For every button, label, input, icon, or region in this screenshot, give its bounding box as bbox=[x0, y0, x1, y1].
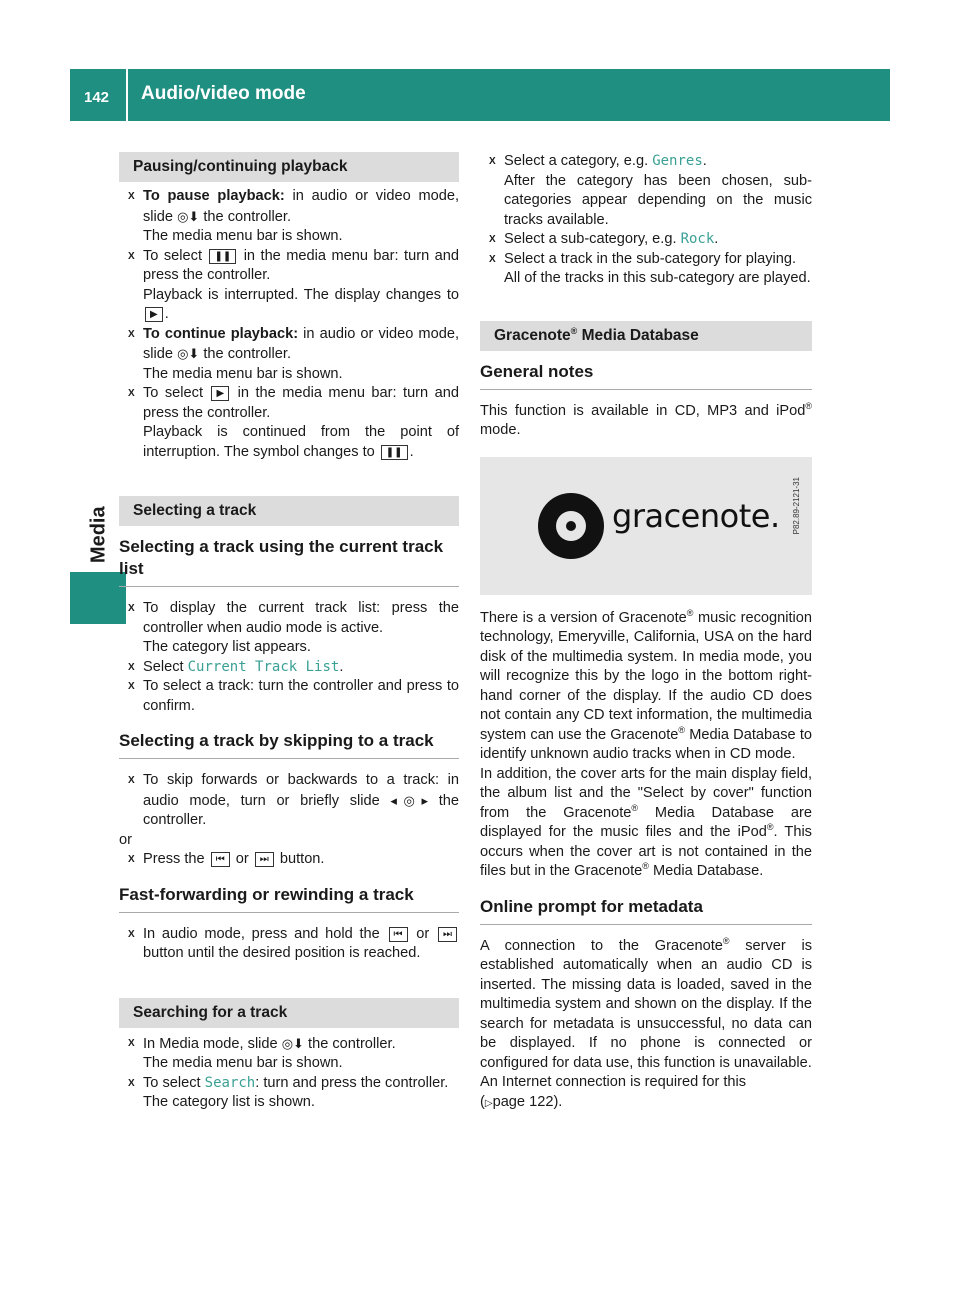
play-icon: ▶ bbox=[211, 386, 229, 401]
step-text: or bbox=[409, 925, 436, 942]
or-text: or bbox=[119, 831, 132, 848]
side-tab bbox=[74, 500, 124, 570]
step-pause bbox=[119, 187, 459, 247]
registered-mark: ® bbox=[570, 325, 578, 336]
section-heading-gracenote bbox=[480, 321, 812, 351]
step-continue bbox=[119, 325, 459, 385]
step-select-track bbox=[119, 677, 459, 716]
step-arrow-icon: X bbox=[128, 681, 135, 692]
step-arrow-icon: X bbox=[128, 328, 135, 340]
page-number: 142 bbox=[84, 89, 110, 106]
step-text: Select a sub-category, e.g. bbox=[504, 231, 681, 247]
paragraph-internet bbox=[480, 1073, 812, 1113]
step-text: in the media menu bar: turn and press the controller. bbox=[143, 385, 459, 421]
menu-keyword: Search bbox=[204, 1074, 256, 1091]
step-arrow-icon: X bbox=[128, 775, 135, 786]
section-heading-searching: Searching for a track bbox=[119, 998, 459, 1028]
step-text: button. bbox=[275, 851, 325, 867]
step-arrow-icon: X bbox=[489, 253, 496, 265]
heading-text: Media Database bbox=[577, 326, 699, 344]
step-arrow-icon: X bbox=[128, 928, 135, 940]
header-divider bbox=[126, 69, 128, 121]
paragraph-text: music recognition technology, Emeryville, California, USA on the hard disk of the multimedia system. In media mode, you will recognize this by the logo in the bottom right-hand corner of the display. If the audio CD does not contain any CD text information, the multimedia system can use the Gracenote bbox=[480, 609, 812, 743]
controller-slide-lr-icon: ◂◎▸ bbox=[390, 792, 429, 808]
step-text: or bbox=[231, 851, 253, 867]
step-select-category: X Select a category, e.g. Genres. After the category has been chosen, sub-categories appear depending on the music tracks available. bbox=[489, 153, 812, 228]
registered-mark: ® bbox=[642, 861, 649, 871]
subheading-fast-forward: Fast-forwarding or rewinding a track bbox=[119, 884, 459, 913]
paragraph-text: There is a version of Gracenote bbox=[480, 609, 687, 626]
next-icon: ⏭ bbox=[438, 927, 457, 942]
intro-paragraph bbox=[480, 402, 812, 441]
step-arrow-icon: X bbox=[128, 388, 135, 399]
paragraph-text: Media Database are displayed for the music files and the iPod bbox=[480, 804, 812, 840]
paragraph-text: Media Database. bbox=[648, 863, 764, 879]
paragraph-text: This function is available in CD, MP3 and iPod bbox=[480, 402, 806, 419]
registered-mark: ® bbox=[678, 724, 686, 735]
registered-mark: ® bbox=[686, 607, 694, 618]
step-text: To skip forwards or backwards to a track: in audio mode, turn or briefly slide bbox=[143, 772, 459, 809]
step-arrow-icon: X bbox=[128, 854, 135, 865]
paragraph-text: A connection to the Gracenote bbox=[480, 937, 723, 954]
step-select-search bbox=[119, 1074, 459, 1113]
step-text: In audio mode, press and hold the bbox=[143, 925, 387, 942]
subheading-current-list: Selecting a track using the current track list bbox=[119, 536, 459, 587]
pause-icon: ❚❚ bbox=[209, 249, 236, 264]
paragraph-text: Media Database to identify unknown audio tracks when in CD mode. bbox=[480, 726, 812, 762]
paragraph-text: ( bbox=[480, 1093, 485, 1110]
paragraph-version bbox=[480, 609, 812, 765]
subheading-skipping: Selecting a track by skipping to a track bbox=[119, 730, 459, 759]
registered-mark: ® bbox=[805, 400, 812, 411]
previous-icon: ⏮ bbox=[211, 852, 230, 867]
step-arrow-icon: X bbox=[128, 1077, 135, 1089]
menu-keyword: Current Track List bbox=[187, 658, 340, 675]
step-text: To select a track: turn the controller and press to confirm. bbox=[143, 678, 459, 714]
step-select-pause: X To select ❚❚ in the media menu bar: turn and press the controller. Playback is interrupted. The display changes to ▶ . bbox=[128, 247, 459, 322]
paragraph-connection bbox=[480, 937, 812, 1074]
step-arrow-icon: X bbox=[489, 156, 496, 167]
gracenote-wordmark: gracenote. bbox=[612, 496, 780, 535]
step-text: To select bbox=[143, 385, 210, 401]
subheading-general-notes: General notes bbox=[480, 361, 812, 390]
step-text: To select bbox=[143, 1074, 205, 1091]
next-icon: ⏭ bbox=[255, 852, 274, 867]
step-result: The media menu bar is shown. bbox=[143, 228, 343, 244]
controller-slide-down-icon: ◎⬇ bbox=[177, 208, 200, 224]
step-result: Playback is interrupted. The display changes to bbox=[143, 286, 459, 303]
step-arrow-icon: X bbox=[128, 1037, 135, 1049]
step-text: Press the bbox=[143, 851, 209, 867]
subheading-online-prompt: Online prompt for metadata bbox=[480, 896, 812, 925]
step-text: button until the desired position is reached. bbox=[143, 945, 421, 961]
step-result: The category list appears. bbox=[143, 639, 311, 655]
gracenote-logo-image bbox=[480, 457, 812, 595]
step-text: in the media menu bar: turn and press the controller. bbox=[143, 247, 459, 283]
step-text: To select bbox=[143, 247, 208, 264]
step-select-current: X Select Current Track List. bbox=[119, 658, 459, 678]
step-arrow-icon: X bbox=[128, 603, 135, 614]
right-column bbox=[480, 152, 812, 1113]
step-result: The media menu bar is shown. bbox=[143, 365, 343, 382]
step-text: the controller. bbox=[199, 346, 291, 362]
menu-keyword: Rock bbox=[680, 231, 715, 247]
step-bold: To continue playback: bbox=[143, 325, 299, 342]
paragraph-text: In addition, the cover arts for the main display field, the album list and the "Select by cover" function from the Gracenote bbox=[480, 765, 812, 821]
step-press-buttons bbox=[119, 850, 459, 870]
side-tab-label: Media bbox=[87, 506, 110, 564]
step-arrow-icon: X bbox=[489, 234, 496, 245]
page-title: Audio/video mode bbox=[141, 83, 306, 104]
step-result: All of the tracks in this sub-category are played. bbox=[504, 270, 811, 286]
heading-text: Gracenote bbox=[494, 326, 571, 344]
step-select-play: X To select ▶ in the media menu bar: turn and press the controller. Playback is continued from the point of interruption. The symbol changes to ❚❚ . bbox=[128, 385, 459, 460]
step-display-list bbox=[119, 599, 459, 658]
paragraph-text: mode. bbox=[480, 422, 521, 438]
step-text: In Media mode, slide bbox=[143, 1035, 282, 1052]
paragraph-text: An Internet connection is required for this bbox=[480, 1074, 747, 1090]
step-media-slide bbox=[119, 1034, 459, 1074]
page-reference-arrow-icon: ▷ bbox=[484, 1097, 493, 1109]
registered-mark: ® bbox=[631, 802, 639, 813]
step-text: in audio or video mode, slide bbox=[143, 325, 459, 362]
registered-mark: ® bbox=[722, 935, 730, 946]
previous-icon: ⏮ bbox=[389, 927, 408, 942]
section-heading-pausing: Pausing/continuing playback bbox=[119, 152, 459, 182]
paragraph-text: server is established automatically when an audio CD is inserted. The missing data is loaded, saved in the multimedia system and shown on the display. If the search for metadata is unsuccessful, no data can be displayed. If no phone is connected or configured for data use, this function is unavailable. bbox=[480, 937, 812, 1071]
section-heading-selecting: Selecting a track bbox=[119, 496, 459, 526]
step-text: To display the current track list: press the controller when audio mode is active. bbox=[143, 600, 459, 636]
pause-icon: ❚❚ bbox=[381, 445, 408, 460]
step-skip bbox=[119, 771, 459, 831]
gracenote-disc-icon bbox=[538, 493, 604, 559]
step-hold bbox=[119, 925, 459, 964]
paragraph-cover-art bbox=[480, 765, 812, 882]
registered-mark: ® bbox=[766, 822, 774, 832]
side-tab-marker bbox=[70, 572, 126, 624]
step-text: the controller. bbox=[199, 208, 291, 225]
step-arrow-icon: X bbox=[128, 250, 135, 262]
step-result: Playback is continued from the point of interruption. The symbol changes to bbox=[143, 424, 459, 460]
page-reference-link[interactable]: page 122). bbox=[492, 1093, 563, 1110]
step-bold: To pause playback: bbox=[143, 188, 285, 204]
step-text: in audio or video mode, slide bbox=[143, 188, 460, 225]
step-result: The category list is shown. bbox=[143, 1094, 315, 1110]
play-icon: ▶ bbox=[145, 307, 163, 322]
step-arrow-icon: X bbox=[128, 191, 135, 202]
step-text: Select a category, e.g. bbox=[504, 153, 653, 169]
step-text: Select bbox=[143, 658, 188, 675]
step-text: Select a track in the sub-category for playing. bbox=[504, 250, 797, 267]
step-result: The media menu bar is shown. bbox=[143, 1055, 343, 1071]
step-text: the controller. bbox=[143, 792, 459, 828]
step-result: After the category has been chosen, sub-categories appear depending on the music tracks available. bbox=[504, 172, 812, 228]
controller-slide-down-icon: ◎⬇ bbox=[281, 1035, 304, 1051]
step-select-track-sub bbox=[480, 250, 812, 289]
left-column bbox=[119, 152, 459, 1113]
step-arrow-icon: X bbox=[128, 661, 135, 673]
paragraph-text: . This occurs when the cover art is not contained in the files but in the Gracenote bbox=[480, 824, 812, 879]
menu-keyword: Genres bbox=[652, 153, 703, 169]
image-code: P82.89-2121-31 bbox=[791, 476, 801, 534]
step-text: the controller. bbox=[303, 1035, 396, 1052]
step-text: : turn and press the controller. bbox=[255, 1074, 449, 1091]
controller-slide-down-icon: ◎⬇ bbox=[177, 346, 200, 361]
step-select-subcategory: X Select a sub-category, e.g. Rock. bbox=[480, 230, 812, 250]
